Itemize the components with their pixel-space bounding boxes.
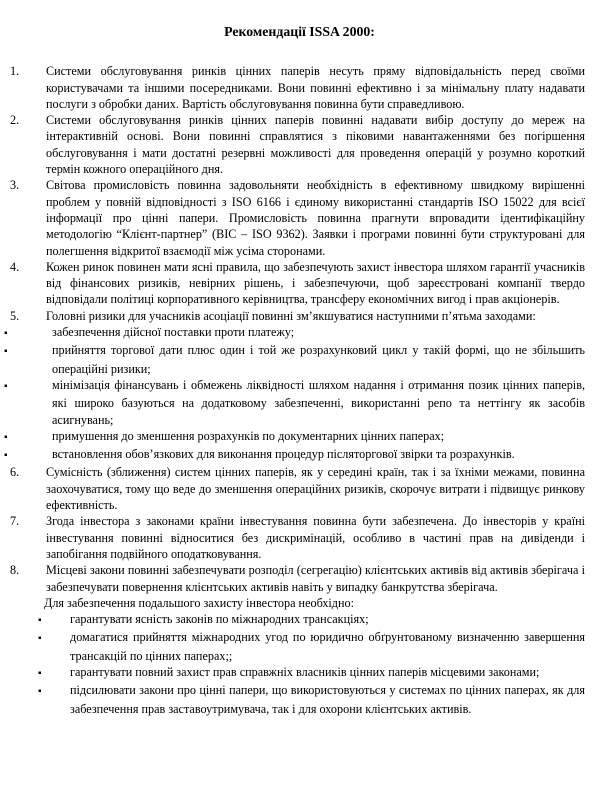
item-number: 1. <box>10 64 20 79</box>
bullet-text: примушення до зменшення розрахунків по документарних цінних паперах; <box>52 428 445 443</box>
item-text: Згода інвестора з законами країни інвестування повинна бути забезпечена. До інвесторів у країні інвестування повинні відноситися без дискримінацій, особливо в частині прав на дивіденди і запобігання подвійного оподатковування. <box>46 514 585 561</box>
bullet-square-icon: ▪ <box>4 346 8 358</box>
numbered-item-8 <box>10 562 585 595</box>
bullet-text: гарантувати повний захист прав справжніх власників цінних паперів місцевими законами; <box>70 664 540 679</box>
item-number: 6. <box>10 465 20 480</box>
item-number: 7. <box>10 514 20 529</box>
document-title: Рекомендації ISSA 2000: <box>224 24 375 39</box>
bullet-item <box>4 342 585 377</box>
bullet-square-icon: ▪ <box>4 380 8 392</box>
numbered-item-4 <box>10 259 585 308</box>
bullet-square-icon: ▪ <box>38 667 42 679</box>
item-text: Світова промисловість повинна задовольняти необхідність в ефективному швидкому вирішенні проблем у повній відповідності з ISO 6166 і єдиному використанні стандартів ISO 15022 для всієї інформації про цінні папери. Промисловість повинна прагнути впровадити ідентифікаційну методологію “Клієнт-партнер” (BIC – ISO 9362). Заявки і програми повинні бути структуровані для полегшення відкритої взаємодії між усіма сторонами. <box>46 178 585 258</box>
bullet-text: гарантувати ясність законів по міжнародних трансакціях; <box>70 612 369 627</box>
item-number: 8. <box>10 563 20 578</box>
numbered-item-7 <box>10 513 585 562</box>
item-number: 4. <box>10 259 20 274</box>
bullet-item <box>4 446 585 464</box>
bullet-text: встановлення обов’язкових для виконання процедур післяторгової звірки та розрахунків. <box>52 447 515 462</box>
bullet-text: домагатися прийняття міжнародних угод по юридично обґрунтованому визначенню завершення трансакцій по цінних паперах;; <box>70 630 585 663</box>
numbered-item-6 <box>10 464 585 513</box>
item-number: 3. <box>10 178 20 193</box>
bullet-square-icon: ▪ <box>4 431 8 443</box>
bullet-square-icon: ▪ <box>4 450 8 462</box>
sub-bullet-item <box>38 611 585 629</box>
numbered-item-3 <box>10 177 585 258</box>
numbered-item-1 <box>10 63 585 112</box>
bullet-square-icon: ▪ <box>38 633 42 645</box>
bullet-text: прийняття торгової дати плюс один і той же розрахунковий цикл у такій формі, що не збільшить операційні ризики; <box>52 343 585 376</box>
item-text: Системи обслуговування ринків цінних паперів несуть пряму відповідальність перед своїми користувачами та іншими посередниками. Вони повинні ефективно і за мінімальну плату надавати послуги з обробки даних. Вартість обслуговування повинна бути справедливою. <box>46 64 585 111</box>
item-number: 2. <box>10 113 20 128</box>
numbered-item-5 <box>10 308 585 324</box>
bullet-text: мінімізація фінансувань і обмежень ліквідності шляхом надання і отримання позик цінних паперів, які широко базуються на додатковому забезпеченні, використанні репо та неттінгу як засобів асигнувань; <box>52 377 585 427</box>
sub-bullet-item <box>38 682 585 717</box>
sub-bullet-item <box>38 629 585 664</box>
item-text: Головні ризики для учасників асоціації повинні зм’якшуватися наступними п’ятьма заходами: <box>46 308 536 323</box>
bullet-item <box>4 324 585 342</box>
numbered-item-2 <box>10 112 585 177</box>
continuation-paragraph: Для забезпечення подальшого захисту інвестора необхідно: <box>44 595 355 610</box>
item-text: Системи обслуговування ринків цінних паперів повинні надавати вибір доступу до мереж на інтерактивній основі. Вони повинні справлятися з піковими навантаженнями без погіршення обслуговування і мати достатні резервні можливості для проведення операцій у розумно короткий термін кожного операційного дня. <box>46 113 585 177</box>
item-text: Місцеві закони повинні забезпечувати розподіл (сегрегацію) клієнтських активів від активів зберігача і забезпечувати повернення клієнтських активів навіть у випадку банкрутства зберігача. <box>46 563 585 594</box>
item-text: Кожен ринок повинен мати ясні правила, що забезпечують захист інвестора шляхом гарантії учасників від фінансових ризиків, невірних рішень, і забезпечуючи, щоб зареєстровані компанії твердо відповідали політиці корпоративного керівництва, трансферу економічних вигод і прав акціонерів. <box>46 259 585 307</box>
item-number: 5. <box>10 308 20 323</box>
bullet-square-icon: ▪ <box>38 686 42 698</box>
bullet-text: підсилювати закони про цінні папери, що використовуються у системах по цінних паперах, як для забезпечення прав заставоутримувача, так і для охорони клієнтських активів. <box>70 683 585 716</box>
sub-bullet-item <box>38 664 585 682</box>
item-text: Сумісність (зближення) систем цінних паперів, як у середині країн, так і за їхніми межами, повинна заохочуватися, тому що веде до зменшення операційних ризиків, скорочує витрати і підвищує ринкову ефективність. <box>46 465 585 513</box>
bullet-square-icon: ▪ <box>4 328 8 340</box>
bullet-item <box>4 377 585 428</box>
bullet-text: забезпечення дійсної поставки проти платежу; <box>52 325 295 340</box>
bullet-item <box>4 428 585 446</box>
bullet-square-icon: ▪ <box>38 615 42 627</box>
